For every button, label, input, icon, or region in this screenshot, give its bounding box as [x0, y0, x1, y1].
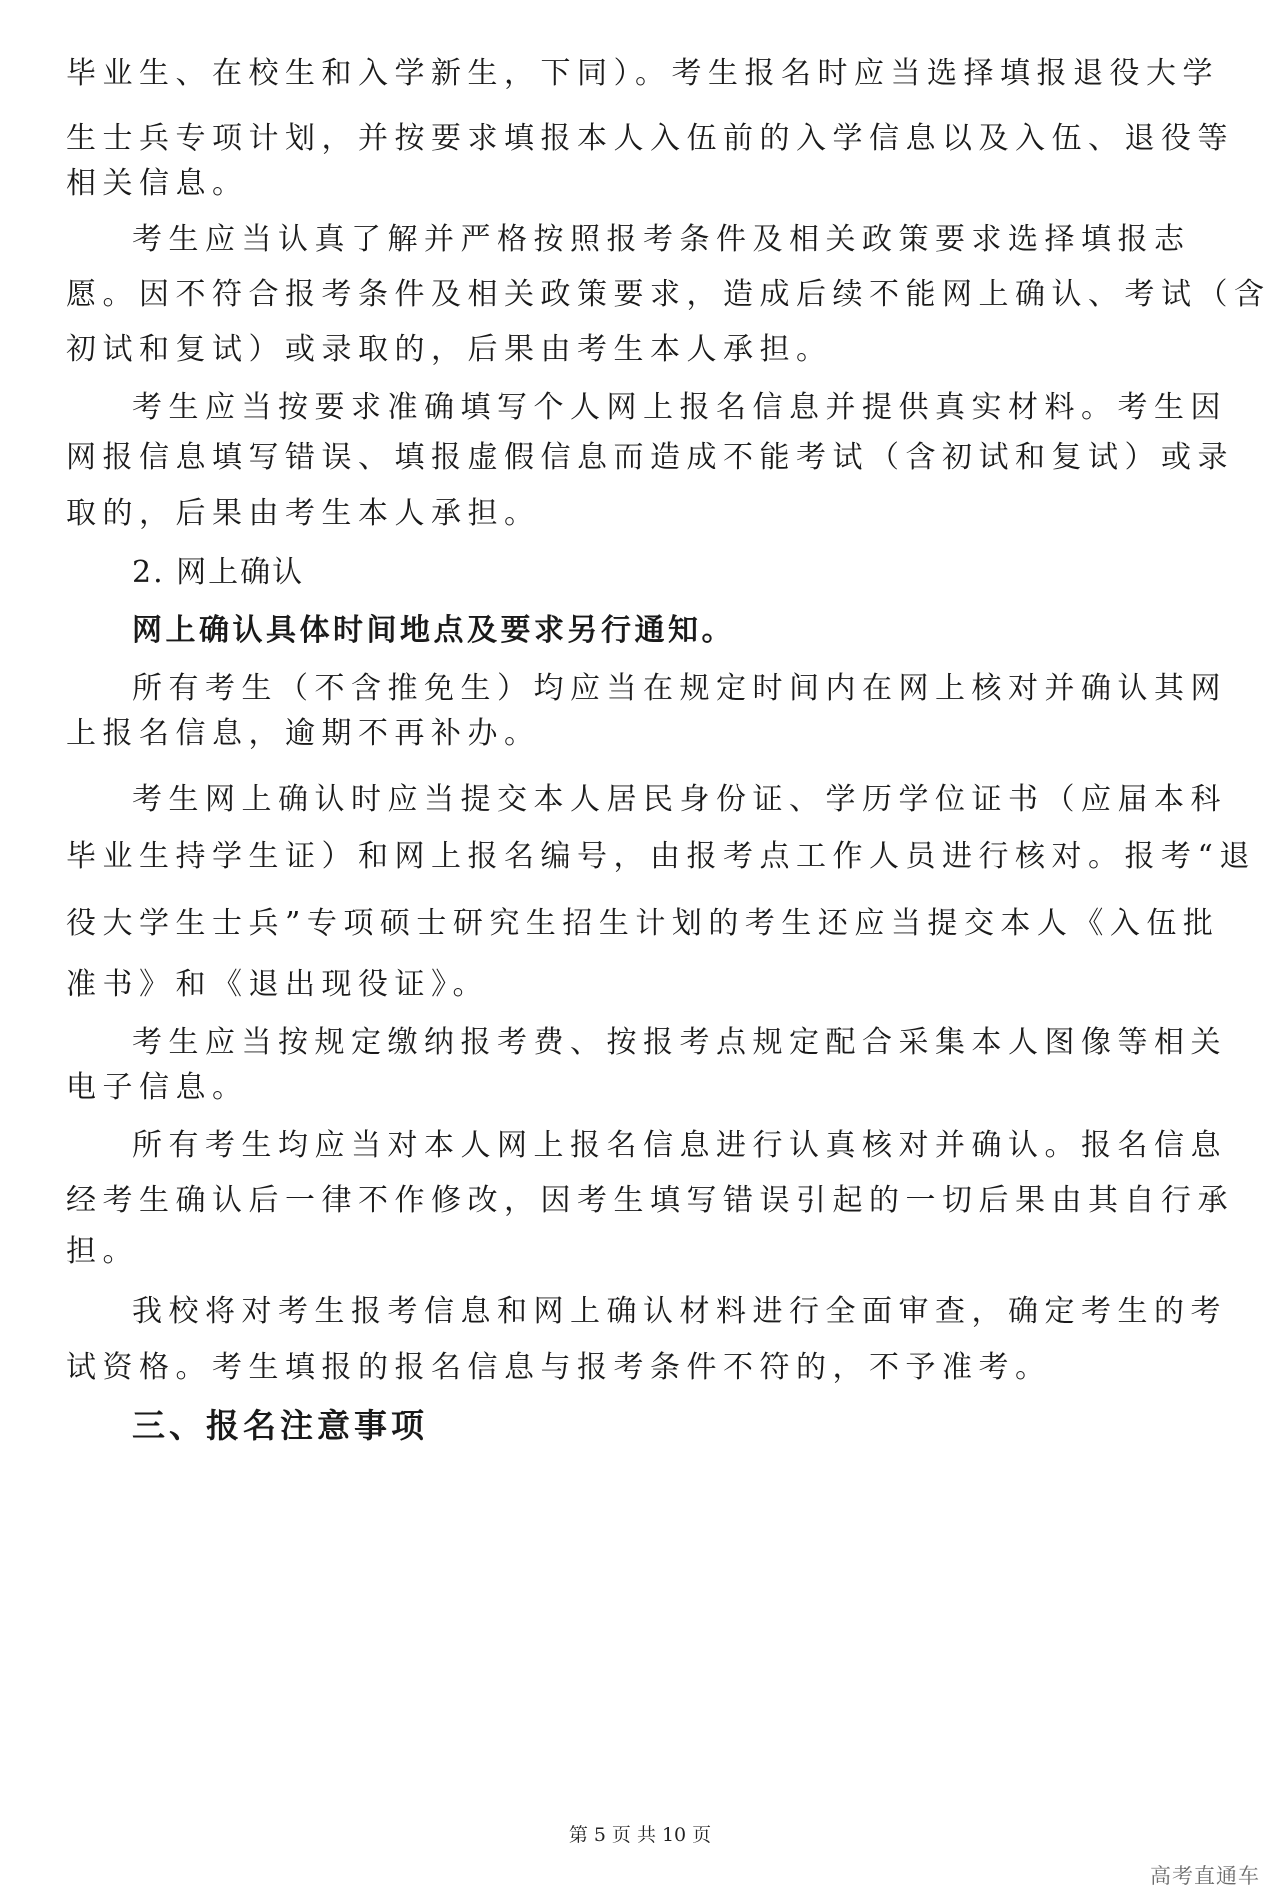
- paragraph-line: 准书》和《退出现役证》。: [66, 967, 489, 1002]
- paragraph-line: 取的，后果由考生本人承担。: [66, 496, 541, 531]
- paragraph-line: 愿。因不符合报考条件及相关政策要求，造成后续不能网上确认、考试（含: [66, 277, 1271, 312]
- bold-notice: 网上确认具体时间地点及要求另行通知。: [132, 613, 735, 648]
- paragraph-line: 初试和复试）或录取的，后果由考生本人承担。: [66, 332, 833, 367]
- section-heading-registration-notes: 三、报名注意事项: [132, 1406, 428, 1445]
- paragraph-line: 考生网上确认时应当提交本人居民身份证、学历学位证书（应届本科: [132, 782, 1227, 817]
- paragraph-line: 役大学生士兵”专项硕士研究生招生计划的考生还应当提交本人《入伍批: [66, 906, 1220, 941]
- paragraph-line: 所有考生（不含推免生）均应当在规定时间内在网上核对并确认其网: [132, 671, 1227, 706]
- footer-prefix: 第: [568, 1824, 588, 1846]
- paragraph-line: 试资格。考生填报的报名信息与报考条件不符的，不予准考。: [66, 1350, 1052, 1385]
- footer-total-pages: 10: [661, 1824, 687, 1846]
- paragraph-line: 电子信息。: [66, 1070, 249, 1105]
- footer-page-number: 5: [593, 1824, 606, 1846]
- paragraph-line: 毕业生持学生证）和网上报名编号，由报考点工作人员进行核对。报考“退: [66, 839, 1256, 874]
- paragraph-line: 毕业生、在校生和入学新生，下同）。考生报名时应当选择填报退役大学: [66, 56, 1219, 91]
- paragraph-line: 考生应当按要求准确填写个人网上报名信息并提供真实材料。考生因: [132, 390, 1227, 425]
- footer-middle: 页 共: [611, 1824, 656, 1846]
- paragraph-line: 经考生确认后一律不作修改，因考生填写错误引起的一切后果由其自行承: [66, 1183, 1234, 1218]
- paragraph-line: 相关信息。: [66, 166, 249, 201]
- paragraph-line: 生士兵专项计划，并按要求填报本人入伍前的入学信息以及入伍、退役等: [66, 121, 1234, 156]
- paragraph-line: 网报信息填写错误、填报虚假信息而造成不能考试（含初试和复试）或录: [66, 440, 1234, 475]
- page-footer: [0, 1822, 1280, 1848]
- paragraph-line: 担。: [66, 1234, 139, 1269]
- watermark-text: 高考直通车: [1150, 1864, 1260, 1888]
- paragraph-line: 上报名信息，逾期不再补办。: [66, 716, 541, 751]
- paragraph-line: 考生应当认真了解并严格按照报考条件及相关政策要求选择填报志: [132, 222, 1191, 257]
- subheading-online-confirmation: 2. 网上确认: [132, 555, 305, 590]
- paragraph-line: 考生应当按规定缴纳报考费、按报考点规定配合采集本人图像等相关: [132, 1025, 1227, 1060]
- paragraph-line: 我校将对考生报考信息和网上确认材料进行全面审查，确定考生的考: [132, 1294, 1227, 1329]
- paragraph-line: 所有考生均应当对本人网上报名信息进行认真核对并确认。报名信息: [132, 1128, 1227, 1163]
- footer-suffix: 页: [692, 1824, 712, 1846]
